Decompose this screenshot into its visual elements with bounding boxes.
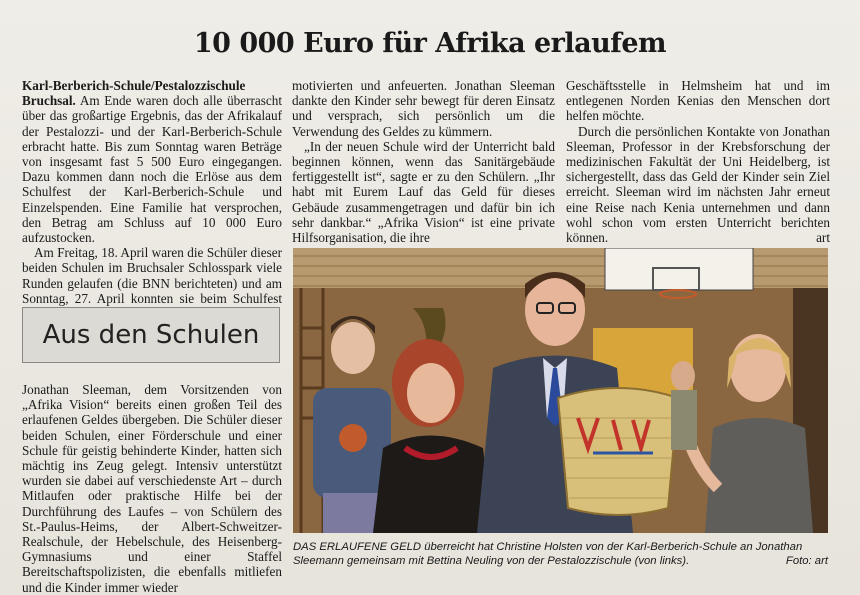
column-3 [566, 78, 830, 245]
paragraph: Am Freitag, 18. April waren die Schüler dieser beiden Schulen im Bruchsaler Schlosspark viele Runden gelaufen (die BNN berichteten) und am Sonntag, 27. April konnten sie beim Schulfest [22, 245, 282, 306]
article-photo [293, 248, 828, 533]
section-box-title: Aus den Schulen [22, 307, 280, 363]
paragraph: Jonathan Sleeman, dem Vorsitzenden von „Afrika Vision“ bereits einen großen Teil des erlaufenen Geldes übergeben. Die Schüler dieser beiden Schulen, einer Förderschule und einer Schule für geistig behinderte Kinder, hatten sich mächtig ins Zeug gelegt. Intensiv unterstützt wurden sie dabei auf verschiedenste Art – durch Mitlaufen oder praktische Hilfe bei der Durchführung des Laufes – von Schülern des St.-Paulus-Heims, der Albert-Schweitzer-Realschule, der Hebelschule, des Heisenberg-Gymnasiums und einer Staffel Bereitschaftspolizisten, die ebenfalls mitliefen und die Kinder immer wieder [22, 382, 282, 595]
paragraph: Am Ende waren doch alle überrascht über das großartige Ergebnis, das der Afrikalauf der Pestalozzi- und der Karl-Berberich-Schule erbracht hatte. Bis zum Sonntag waren Beträge von insgesamt fast 5 500 Euro eingegangen. Dazu kommen dann noch die Erlöse aus dem Schulfest der Karl-Berberich-Schule und Einzelspenden. Eine Familie hat versprochen, den Betrag am Schluss auf 10 000 Euro aufzustocken. [22, 93, 282, 246]
paragraph: motivierten und anfeuerten. Jonathan Sleeman dankte den Kinder sehr bewegt für deren Einsatz und versprach, sich persönlich um die Verwendung des Geldes zu kümmern. [292, 78, 555, 139]
dateline: Karl-Berberich-Schule/Pestalozzischule Bruchsal. [22, 78, 246, 109]
caption-text: überreicht hat Christine Holsten von der Karl-Berberich-Schule an Jonathan Sleemann gemeinsam mit Bettina Neuling von der Pestalozzischule (von links). [293, 541, 803, 567]
article-headline: 10 000 Euro für Afrika erlaufem [193, 28, 667, 59]
column-1 [22, 78, 282, 321]
column-1-continued [22, 382, 282, 595]
photo-caption [293, 540, 828, 568]
author-initials: art [816, 230, 830, 246]
paragraph: Geschäftsstelle in Helmsheim hat und im entlegenen Norden Kenias den Menschen dort helfen möchte. [566, 78, 830, 124]
caption-lead: DAS ERLAUFENE GELD [293, 541, 422, 553]
column-2 [292, 78, 555, 245]
photo-illustration [293, 248, 828, 533]
paragraph: Durch die persönlichen Kontakte von Jonathan Sleeman, Professor in der Krebsforschung der medizinischen Fakultät der Uni Heidelberg, ist sichergestellt, dass das Geld der Kinder sein Ziel erreicht. Sleeman wird im nächsten Jahr erneut eine Reise nach Kenia unternehmen und dann wohl schon vom ersten Unterricht berichten können. art [566, 123, 830, 246]
paragraph: „In der neuen Schule wird der Unterricht bald beginnen können, wenn das Sanitärgebäude fertiggestellt ist“, sagte er zu den Schülern. „Ihr habt mit Eurem Lauf das Geld für dieses Gebäude zusammengetragen und dafür bin ich sehr dankbar.“ „Afrika Vision“ ist eine private Hilfsorganisation, die ihre [292, 138, 555, 246]
photo-credit: Foto: art [785, 555, 828, 567]
